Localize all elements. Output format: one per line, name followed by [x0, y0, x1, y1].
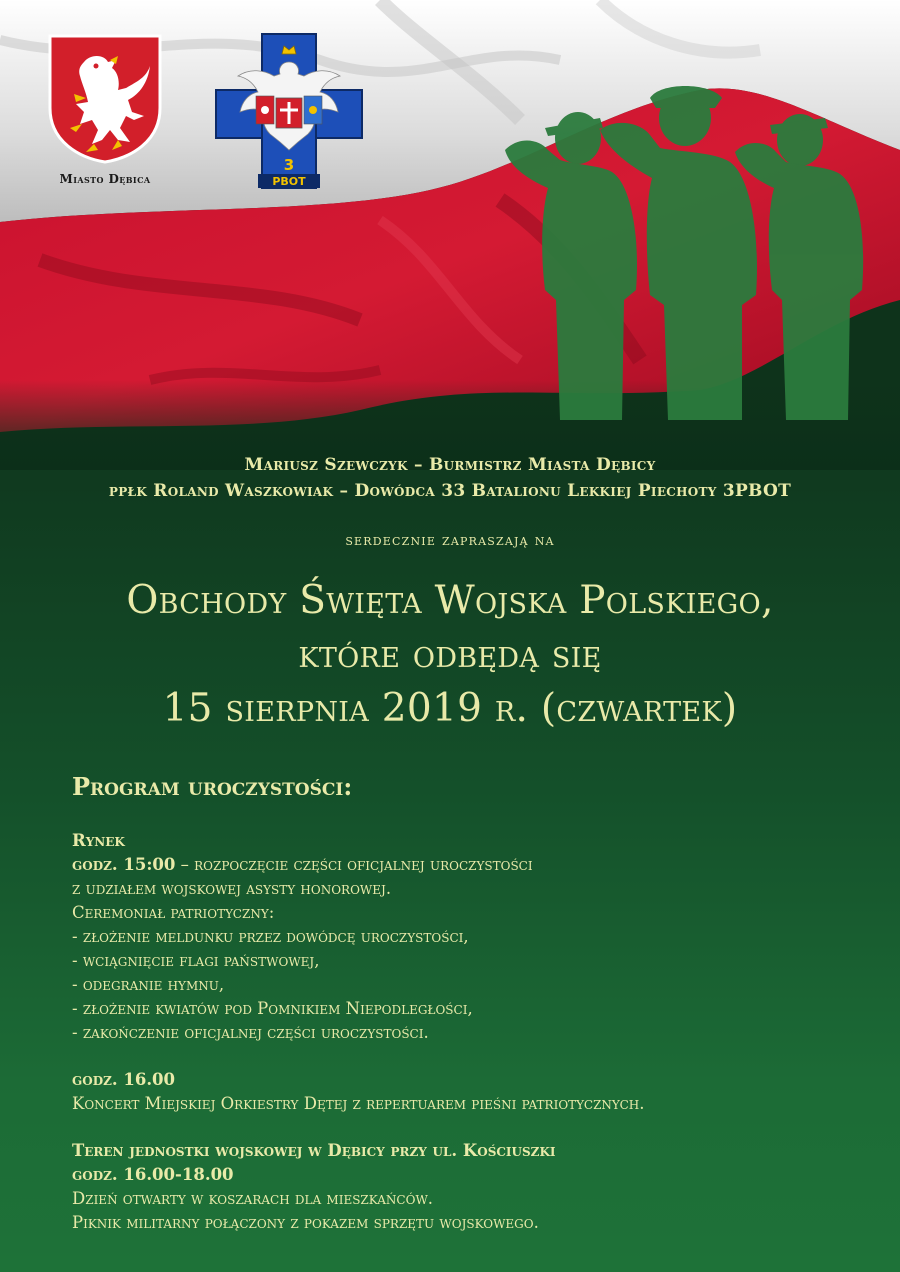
program-section — [72, 772, 872, 1235]
ceremony-item: - zakończenie oficjalnej części uroczystości. — [72, 1023, 429, 1042]
host-line-1: Mariusz Szewczyk – Burmistrz Miasta Dębicy — [244, 455, 656, 475]
section-1-time: godz. 15:00 — [72, 855, 176, 874]
host-line-2: ppłk Roland Waszkowiak – Dowódca 33 Batalionu Lekkiej Piechoty 3PBOT — [108, 481, 792, 501]
badge-number: 3 — [283, 156, 295, 174]
city-label: Miasto Dębica — [59, 172, 151, 186]
debica-coat-of-arms-icon — [46, 32, 164, 164]
section-1-time-line — [72, 853, 872, 877]
event-title-line-2: które odbędą się — [298, 632, 602, 677]
event-title-line-1: Obchody Święta Wojska Polskiego, — [126, 578, 774, 623]
ceremony-item: - wciągnięcie flagi państwowej, — [72, 951, 320, 970]
program-heading: Program uroczystości: — [72, 772, 353, 801]
section-1-line-2: z udziałem wojskowej asysty honorowej. — [72, 879, 392, 898]
section-2-time: godz. 16.00 — [72, 1070, 176, 1089]
section-3-time: godz. 16.00-18.00 — [72, 1165, 234, 1184]
event-date-line: 15 sierpnia 2019 r. (czwartek) — [162, 686, 738, 731]
section-1-place: Rynek — [72, 831, 125, 850]
ceremony-item: - złożenie kwiatów pod Pomnikiem Niepodległości, — [72, 999, 473, 1018]
ceremony-heading: Ceremoniał patriotyczny: — [72, 903, 275, 922]
section-3-place: Teren jednostki wojskowej w Dębicy przy ul. Kościuszki — [72, 1141, 556, 1160]
pbot-badge-icon — [214, 32, 364, 190]
section-1-time-desc: – rozpoczęcie części oficjalnej uroczystości — [175, 855, 533, 874]
section-2-desc: Koncert Miejskiej Orkiestry Dętej z repertuarem pieśni patriotycznych. — [72, 1094, 645, 1113]
section-3-line-1: Dzień otwarty w koszarach dla mieszkańców. — [72, 1189, 434, 1208]
section-3-line-2: Piknik militarny połączony z pokazem sprzętu wojskowego. — [72, 1213, 539, 1232]
ceremony-item: - odegranie hymnu, — [72, 975, 225, 994]
badge-label: PBOT — [272, 175, 306, 188]
ceremony-item: - złożenie meldunku przez dowódcę uroczystości, — [72, 927, 469, 946]
invitation-text: serdecznie zapraszają na — [345, 531, 555, 549]
